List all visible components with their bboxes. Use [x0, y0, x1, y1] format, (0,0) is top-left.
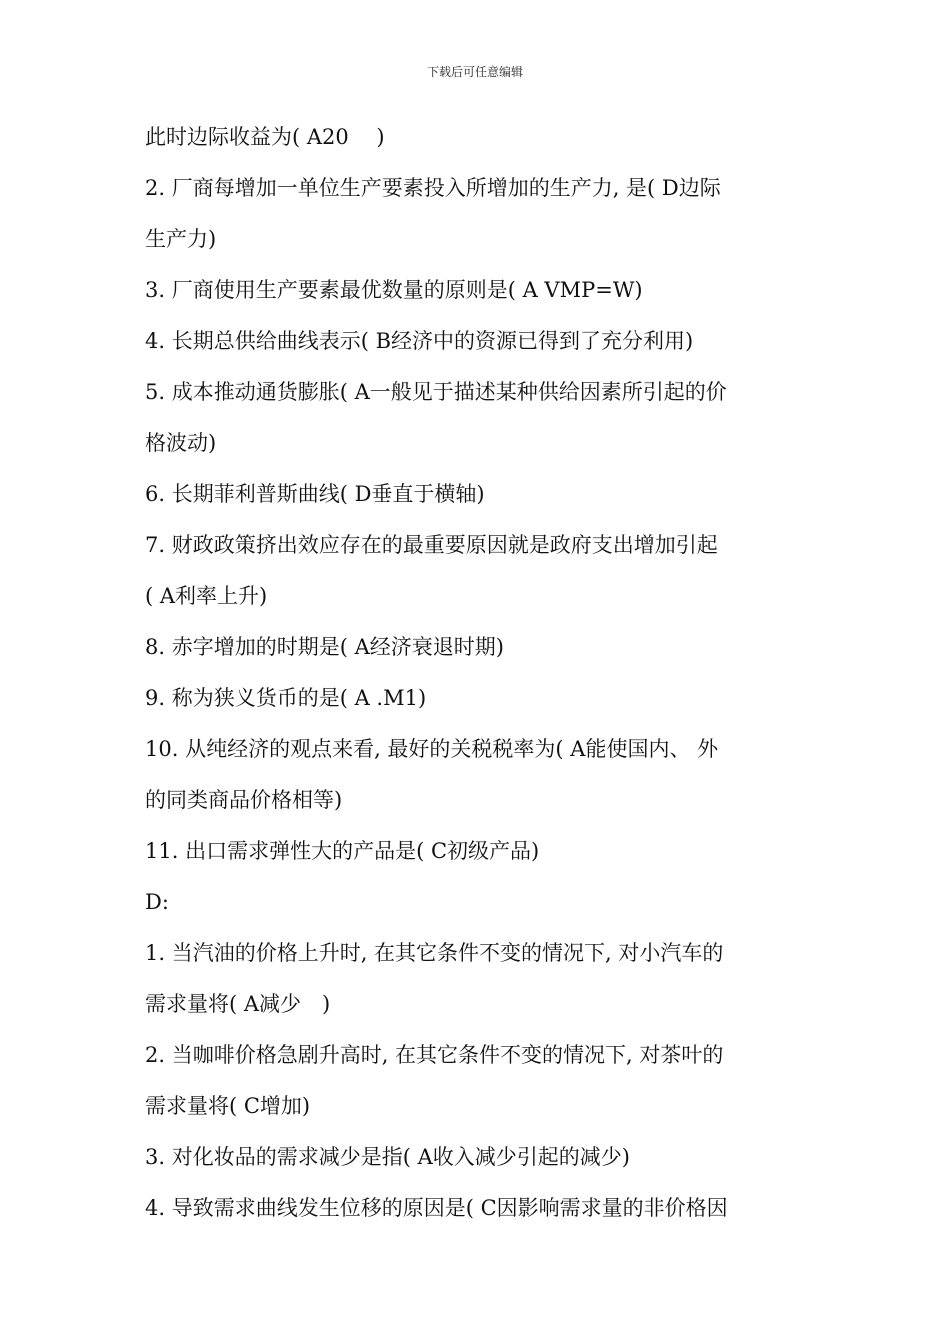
text-line: 格波动): [145, 431, 217, 455]
text-line: 4. 导致需求曲线发生位移的原因是( C因影响需求量的非价格因: [145, 1196, 728, 1220]
text-line: 3. 厂商使用生产要素最优数量的原则是( A VMP=W): [145, 278, 643, 302]
page-header: 下载后可任意编辑: [426, 65, 523, 79]
text-line: 需求量将( C增加): [145, 1094, 311, 1118]
text-line: 需求量将( A减少 ): [145, 992, 331, 1016]
text-line: 2. 当咖啡价格急剧升高时, 在其它条件不变的情况下, 对茶叶的: [145, 1043, 724, 1067]
text-line: 的同类商品价格相等): [145, 788, 343, 812]
text-line: ( A利率上升): [145, 584, 268, 608]
text-line: 3. 对化妆品的需求减少是指( A收入减少引起的减少): [145, 1145, 630, 1169]
document-body: [145, 112, 813, 1234]
text-line: 5. 成本推动通货膨胀( A一般见于描述某种供给因素所引起的价: [145, 380, 727, 404]
text-line: 8. 赤字增加的时期是( A经济衰退时期): [145, 635, 504, 659]
text-line: 6. 长期菲利普斯曲线( D垂直于横轴): [145, 482, 485, 506]
text-line: 此时边际收益为( A20 ): [145, 125, 385, 149]
text-line: 1. 当汽油的价格上升时, 在其它条件不变的情况下, 对小汽车的: [145, 941, 724, 965]
text-line: 4. 长期总供给曲线表示( B经济中的资源已得到了充分利用): [145, 329, 694, 353]
text-line: 7. 财政政策挤出效应存在的最重要原因就是政府支出增加引起: [145, 533, 718, 557]
text-line: 生产力): [145, 227, 217, 251]
text-line: 11. 出口需求弹性大的产品是( C初级产品): [145, 839, 540, 863]
text-line: 2. 厂商每增加一单位生产要素投入所增加的生产力, 是( D边际: [145, 176, 721, 200]
text-line: 10. 从纯经济的观点来看, 最好的关税税率为( A能使国内、 外: [145, 737, 719, 761]
text-line: 9. 称为狭义货币的是( A .M1): [145, 686, 427, 710]
section-heading: D:: [145, 890, 169, 914]
